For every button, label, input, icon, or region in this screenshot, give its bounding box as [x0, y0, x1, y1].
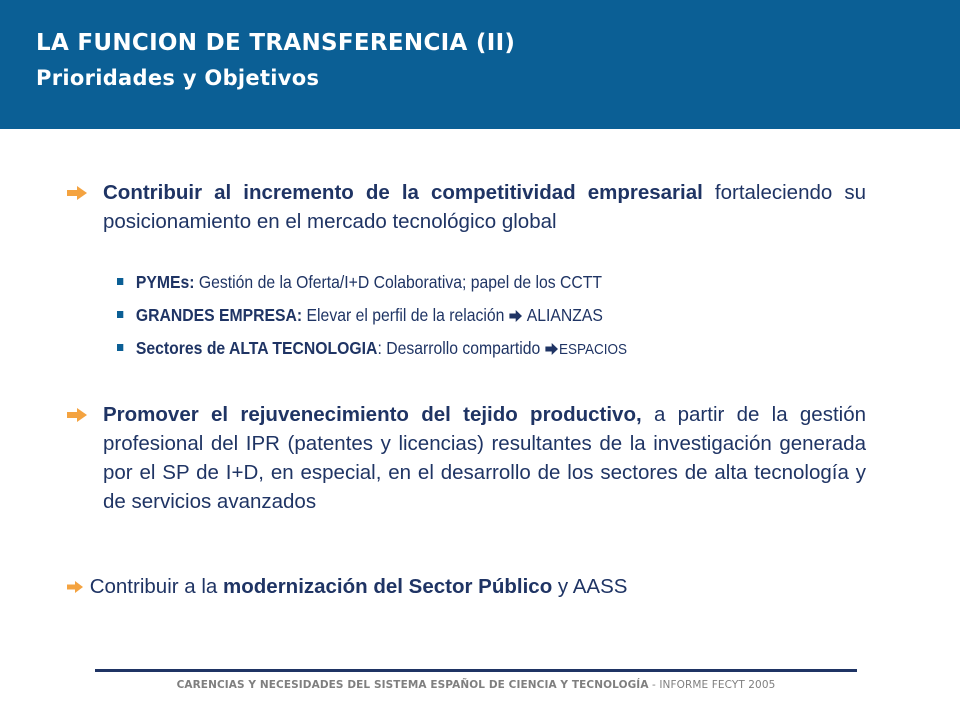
subitem-text: : Desarrollo compartido: [377, 338, 545, 358]
subitem-text: Gestión de la Oferta/I+D Colaborativa; papel de los CCTT: [194, 272, 603, 292]
square-bullet-icon: [117, 278, 123, 285]
arrow-right-icon: [66, 186, 88, 200]
footer-divider: [95, 669, 857, 672]
subitem-tail: ALIANZAS: [523, 305, 603, 325]
arrow-right-icon: [545, 343, 559, 355]
slide-title: LA FUNCION DE TRANSFERENCIA (II): [36, 30, 516, 56]
square-bullet-icon: [117, 344, 123, 351]
footer-separator: -: [648, 679, 660, 691]
subitem-text: Elevar el perfil de la relación: [302, 305, 509, 325]
subitem-pymes: [117, 272, 801, 305]
subitem-label: PYMEs:: [135, 272, 195, 292]
arrow-right-icon: [66, 408, 88, 422]
bullet-rejuvenecimiento: [66, 400, 866, 516]
bullet-bold-text: modernización del Sector Público: [223, 575, 553, 598]
square-bullet-icon: [117, 311, 123, 318]
arrow-right-icon: [66, 581, 84, 595]
header-banner: [0, 0, 960, 129]
arrow-right-icon: [509, 310, 523, 322]
bullet-text: [66, 400, 866, 516]
bullet-post-text: y AASS: [552, 575, 628, 598]
bullet-bold-text: Contribuir al incremento de la competitividad empresarial: [103, 181, 703, 204]
bullet-text: [66, 178, 866, 236]
subitem-list: [117, 272, 877, 371]
bullet-modernizacion: [66, 572, 866, 601]
bullet-competitividad: [66, 178, 866, 236]
bullet-rest-text: a partir de la gestión profesional del IPR (patentes y licencias) resultantes de la investigación generada por el SP de I+D, en especial, en el desarrollo de los sectores de alta tecnología y de servicios avanzados: [103, 403, 866, 513]
subitem-alta-tecnologia: [117, 338, 801, 371]
subitem-label: GRANDES EMPRESA:: [135, 305, 303, 325]
footer-caption: [95, 679, 857, 691]
slide-subtitle: Prioridades y Objetivos: [36, 66, 320, 90]
footer-report-text: INFORME FECYT 2005: [659, 679, 776, 691]
bullet-rest-text: fortaleciendo su posicionamiento en el mercado tecnológico global: [103, 181, 867, 233]
footer-main-text: CARENCIAS Y NECESIDADES DEL SISTEMA ESPAÑOL DE CIENCIA Y TECNOLOGÍA: [176, 679, 649, 691]
bullet-bold-text: Promover el rejuvenecimiento del tejido productivo,: [103, 403, 642, 426]
subitem-label: Sectores de ALTA TECNOLOGIA: [135, 338, 378, 358]
subitem-tail: ESPACIOS: [559, 341, 628, 358]
subitem-grandes-empresa: [117, 305, 801, 338]
bullet-pre-text: Contribuir a la: [89, 575, 224, 598]
